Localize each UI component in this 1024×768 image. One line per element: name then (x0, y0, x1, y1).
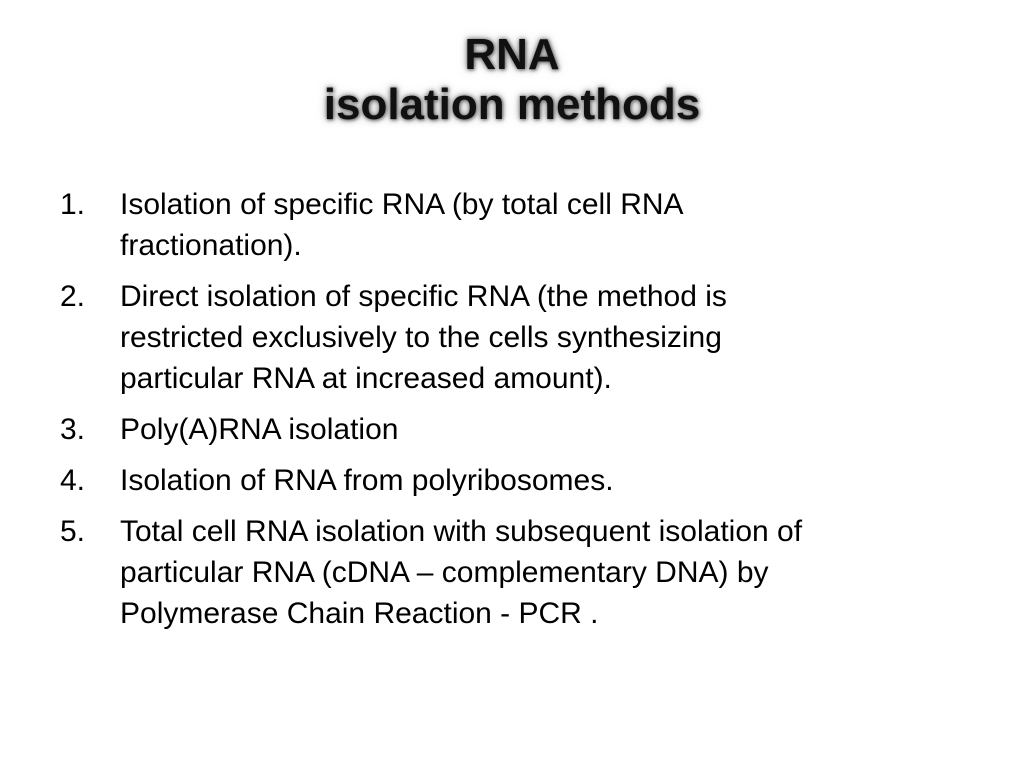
list-item-text-line: particular RNA (cDNA – complementary DNA) by (120, 556, 769, 589)
list-item (60, 511, 960, 634)
list-item-text-line: Direct isolation of specific RNA (the method is (120, 280, 727, 313)
slide-title (0, 30, 1024, 130)
list-item-text-line: Polymerase Chain Reaction - PCR . (120, 597, 599, 630)
list-item-text-line: Isolation of specific RNA (by total cell RNA (120, 188, 684, 221)
list-item (60, 409, 960, 450)
list-item-number: 1. (60, 188, 86, 221)
list-item-text-line: particular RNA at increased amount). (120, 362, 612, 395)
list-item-number: 3. (60, 413, 86, 446)
title-line-1: RNA (464, 30, 560, 79)
list-item (60, 460, 960, 501)
list-item-number: 2. (60, 280, 86, 313)
list-item (60, 184, 960, 266)
list-item-text-line: Isolation of RNA from polyribosomes. (120, 464, 614, 497)
list-item-text-line: Poly(A)RNA isolation (120, 413, 399, 446)
title-line-2: isolation methods (323, 80, 701, 129)
list-item-text-line: restricted exclusively to the cells synthesizing (120, 321, 722, 354)
method-list (60, 184, 960, 644)
list-item (60, 276, 960, 399)
list-item-number: 4. (60, 464, 86, 497)
list-item-number: 5. (60, 515, 86, 548)
list-item-text-line: Total cell RNA isolation with subsequent isolation of (120, 515, 803, 548)
list-item-text-line: fractionation). (120, 229, 302, 262)
